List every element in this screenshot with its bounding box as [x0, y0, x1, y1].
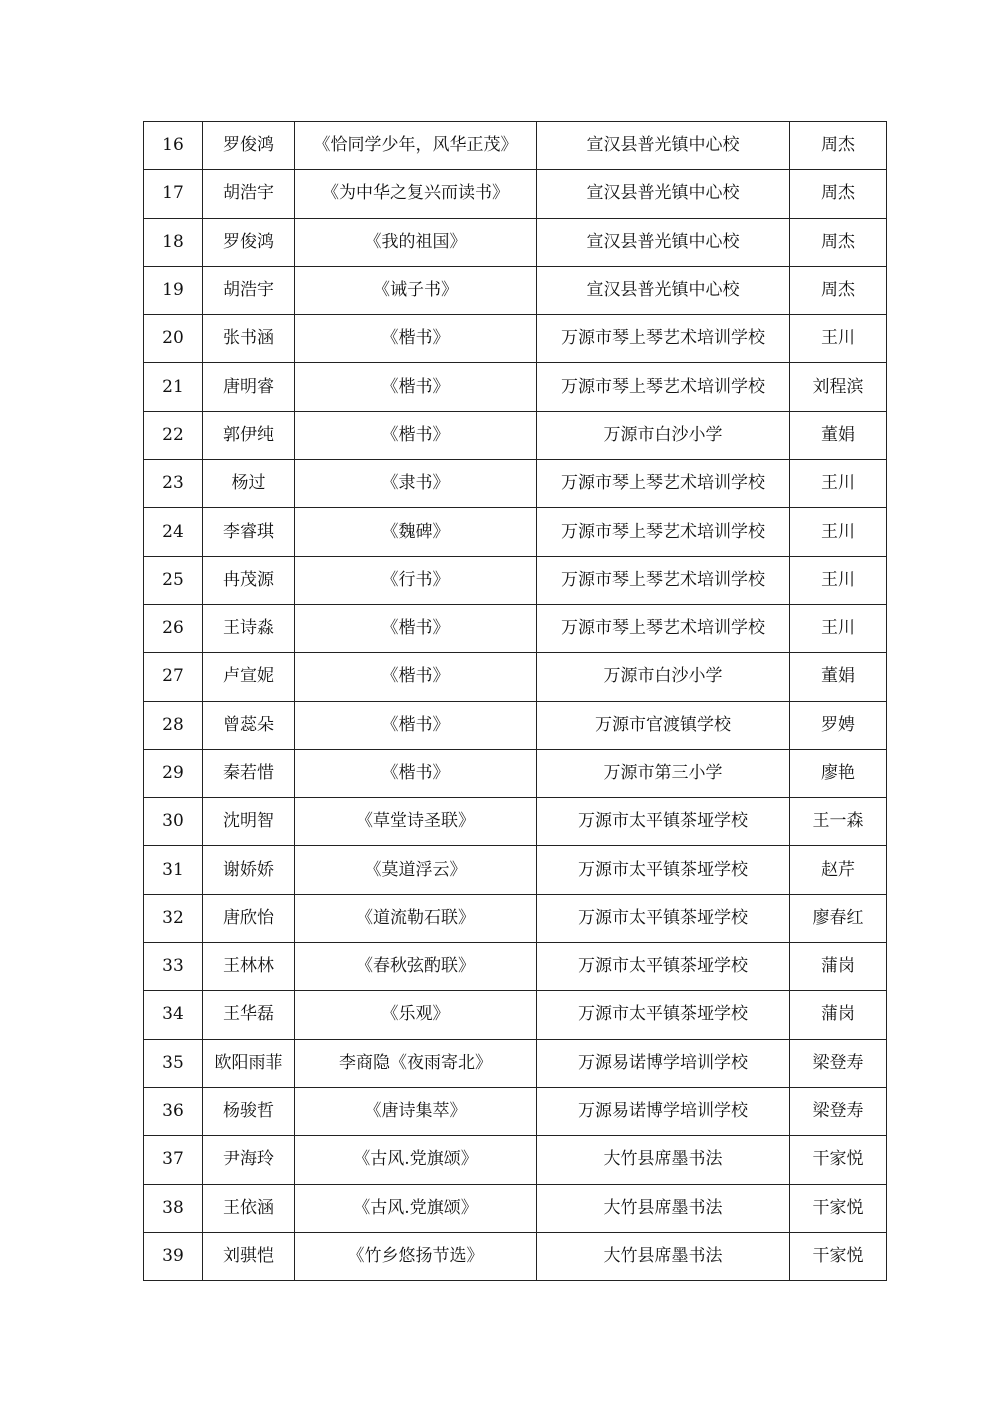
teacher-cell: 蒲岗 — [790, 991, 887, 1039]
school-cell: 万源易诺博学培训学校 — [537, 1087, 790, 1135]
school-cell: 万源市琴上琴艺术培训学校 — [537, 460, 790, 508]
teacher-cell: 廖艳 — [790, 749, 887, 797]
work-title-cell: 《我的祖国》 — [295, 218, 537, 266]
table-row — [144, 508, 887, 556]
teacher-cell: 王川 — [790, 508, 887, 556]
teacher-cell: 廖春红 — [790, 894, 887, 942]
teacher-cell: 王川 — [790, 315, 887, 363]
row-number-cell: 23 — [144, 460, 203, 508]
row-number-cell: 16 — [144, 122, 203, 170]
row-number-cell: 37 — [144, 1136, 203, 1184]
student-name-cell: 杨骏哲 — [203, 1087, 295, 1135]
table-row — [144, 411, 887, 459]
row-number-cell: 30 — [144, 798, 203, 846]
teacher-cell: 干家悦 — [790, 1232, 887, 1280]
school-cell: 万源市太平镇茶垭学校 — [537, 846, 790, 894]
table-row — [144, 1232, 887, 1280]
table-row — [144, 846, 887, 894]
school-cell: 万源市琴上琴艺术培训学校 — [537, 315, 790, 363]
student-name-cell: 秦若惜 — [203, 749, 295, 797]
table-row — [144, 363, 887, 411]
table-row — [144, 1087, 887, 1135]
roster-table-body — [144, 122, 887, 1281]
teacher-cell: 王川 — [790, 460, 887, 508]
school-cell: 万源市琴上琴艺术培训学校 — [537, 363, 790, 411]
row-number-cell: 33 — [144, 943, 203, 991]
work-title-cell: 《楷书》 — [295, 701, 537, 749]
row-number-cell: 27 — [144, 653, 203, 701]
work-title-cell: 《诫子书》 — [295, 266, 537, 314]
school-cell: 万源市琴上琴艺术培训学校 — [537, 508, 790, 556]
table-row — [144, 218, 887, 266]
work-title-cell: 《古风.党旗颂》 — [295, 1184, 537, 1232]
table-row — [144, 170, 887, 218]
school-cell: 万源市太平镇茶垭学校 — [537, 991, 790, 1039]
student-name-cell: 唐欣怡 — [203, 894, 295, 942]
row-number-cell: 34 — [144, 991, 203, 1039]
school-cell: 宣汉县普光镇中心校 — [537, 266, 790, 314]
student-name-cell: 刘骐恺 — [203, 1232, 295, 1280]
row-number-cell: 22 — [144, 411, 203, 459]
student-name-cell: 王诗淼 — [203, 604, 295, 652]
teacher-cell: 董娟 — [790, 653, 887, 701]
row-number-cell: 28 — [144, 701, 203, 749]
school-cell: 万源易诺博学培训学校 — [537, 1039, 790, 1087]
teacher-cell: 王川 — [790, 556, 887, 604]
table-row — [144, 653, 887, 701]
row-number-cell: 35 — [144, 1039, 203, 1087]
student-name-cell: 王林林 — [203, 943, 295, 991]
table-row — [144, 460, 887, 508]
work-title-cell: 《春秋弦酌联》 — [295, 943, 537, 991]
school-cell: 大竹县席墨书法 — [537, 1184, 790, 1232]
table-row — [144, 701, 887, 749]
work-title-cell: 《行书》 — [295, 556, 537, 604]
row-number-cell: 24 — [144, 508, 203, 556]
student-name-cell: 王依涵 — [203, 1184, 295, 1232]
teacher-cell: 董娟 — [790, 411, 887, 459]
table-row — [144, 315, 887, 363]
work-title-cell: 《草堂诗圣联》 — [295, 798, 537, 846]
work-title-cell: 《楷书》 — [295, 653, 537, 701]
row-number-cell: 32 — [144, 894, 203, 942]
row-number-cell: 29 — [144, 749, 203, 797]
work-title-cell: 《楷书》 — [295, 604, 537, 652]
work-title-cell: 《古风.党旗颂》 — [295, 1136, 537, 1184]
work-title-cell: 《道流勒石联》 — [295, 894, 537, 942]
table-row — [144, 991, 887, 1039]
teacher-cell: 干家悦 — [790, 1184, 887, 1232]
teacher-cell: 梁登寿 — [790, 1039, 887, 1087]
school-cell: 宣汉县普光镇中心校 — [537, 122, 790, 170]
row-number-cell: 26 — [144, 604, 203, 652]
student-name-cell: 欧阳雨菲 — [203, 1039, 295, 1087]
table-row — [144, 1136, 887, 1184]
work-title-cell: 《莫道浮云》 — [295, 846, 537, 894]
student-name-cell: 杨过 — [203, 460, 295, 508]
roster-table — [143, 121, 887, 1281]
table-row — [144, 556, 887, 604]
teacher-cell: 周杰 — [790, 170, 887, 218]
row-number-cell: 25 — [144, 556, 203, 604]
work-title-cell: 《乐观》 — [295, 991, 537, 1039]
work-title-cell: 《隶书》 — [295, 460, 537, 508]
school-cell: 万源市白沙小学 — [537, 411, 790, 459]
school-cell: 万源市太平镇茶垭学校 — [537, 798, 790, 846]
table-row — [144, 1039, 887, 1087]
work-title-cell: 《恰同学少年，风华正茂》 — [295, 122, 537, 170]
row-number-cell: 39 — [144, 1232, 203, 1280]
teacher-cell: 王一森 — [790, 798, 887, 846]
teacher-cell: 赵芹 — [790, 846, 887, 894]
student-name-cell: 张书涵 — [203, 315, 295, 363]
school-cell: 万源市第三小学 — [537, 749, 790, 797]
school-cell: 大竹县席墨书法 — [537, 1232, 790, 1280]
teacher-cell: 干家悦 — [790, 1136, 887, 1184]
row-number-cell: 20 — [144, 315, 203, 363]
student-name-cell: 李睿琪 — [203, 508, 295, 556]
student-name-cell: 王华磊 — [203, 991, 295, 1039]
row-number-cell: 17 — [144, 170, 203, 218]
teacher-cell: 王川 — [790, 604, 887, 652]
work-title-cell: 《唐诗集萃》 — [295, 1087, 537, 1135]
work-title-cell: 《楷书》 — [295, 315, 537, 363]
table-row — [144, 266, 887, 314]
student-name-cell: 沈明智 — [203, 798, 295, 846]
school-cell: 宣汉县普光镇中心校 — [537, 170, 790, 218]
row-number-cell: 21 — [144, 363, 203, 411]
student-name-cell: 谢娇娇 — [203, 846, 295, 894]
work-title-cell: 《魏碑》 — [295, 508, 537, 556]
work-title-cell: 《楷书》 — [295, 411, 537, 459]
teacher-cell: 罗娉 — [790, 701, 887, 749]
work-title-cell: 《竹乡悠扬节选》 — [295, 1232, 537, 1280]
table-row — [144, 943, 887, 991]
teacher-cell: 周杰 — [790, 266, 887, 314]
student-name-cell: 冉茂源 — [203, 556, 295, 604]
teacher-cell: 周杰 — [790, 218, 887, 266]
school-cell: 大竹县席墨书法 — [537, 1136, 790, 1184]
table-row — [144, 749, 887, 797]
school-cell: 万源市官渡镇学校 — [537, 701, 790, 749]
table-row — [144, 798, 887, 846]
student-name-cell: 胡浩宇 — [203, 170, 295, 218]
teacher-cell: 梁登寿 — [790, 1087, 887, 1135]
teacher-cell: 周杰 — [790, 122, 887, 170]
school-cell: 万源市白沙小学 — [537, 653, 790, 701]
row-number-cell: 18 — [144, 218, 203, 266]
school-cell: 万源市太平镇茶垭学校 — [537, 943, 790, 991]
student-name-cell: 曾蕊朵 — [203, 701, 295, 749]
school-cell: 万源市太平镇茶垭学校 — [537, 894, 790, 942]
work-title-cell: 《楷书》 — [295, 363, 537, 411]
work-title-cell: 李商隐《夜雨寄北》 — [295, 1039, 537, 1087]
row-number-cell: 36 — [144, 1087, 203, 1135]
student-name-cell: 卢宣妮 — [203, 653, 295, 701]
student-name-cell: 罗俊鸿 — [203, 218, 295, 266]
table-row — [144, 1184, 887, 1232]
student-name-cell: 胡浩宇 — [203, 266, 295, 314]
teacher-cell: 蒲岗 — [790, 943, 887, 991]
student-name-cell: 唐明睿 — [203, 363, 295, 411]
row-number-cell: 19 — [144, 266, 203, 314]
school-cell: 宣汉县普光镇中心校 — [537, 218, 790, 266]
row-number-cell: 31 — [144, 846, 203, 894]
school-cell: 万源市琴上琴艺术培训学校 — [537, 604, 790, 652]
work-title-cell: 《楷书》 — [295, 749, 537, 797]
school-cell: 万源市琴上琴艺术培训学校 — [537, 556, 790, 604]
student-name-cell: 尹海玲 — [203, 1136, 295, 1184]
table-row — [144, 122, 887, 170]
student-name-cell: 罗俊鸿 — [203, 122, 295, 170]
table-row — [144, 604, 887, 652]
student-name-cell: 郭伊纯 — [203, 411, 295, 459]
work-title-cell: 《为中华之复兴而读书》 — [295, 170, 537, 218]
table-row — [144, 894, 887, 942]
teacher-cell: 刘程滨 — [790, 363, 887, 411]
row-number-cell: 38 — [144, 1184, 203, 1232]
